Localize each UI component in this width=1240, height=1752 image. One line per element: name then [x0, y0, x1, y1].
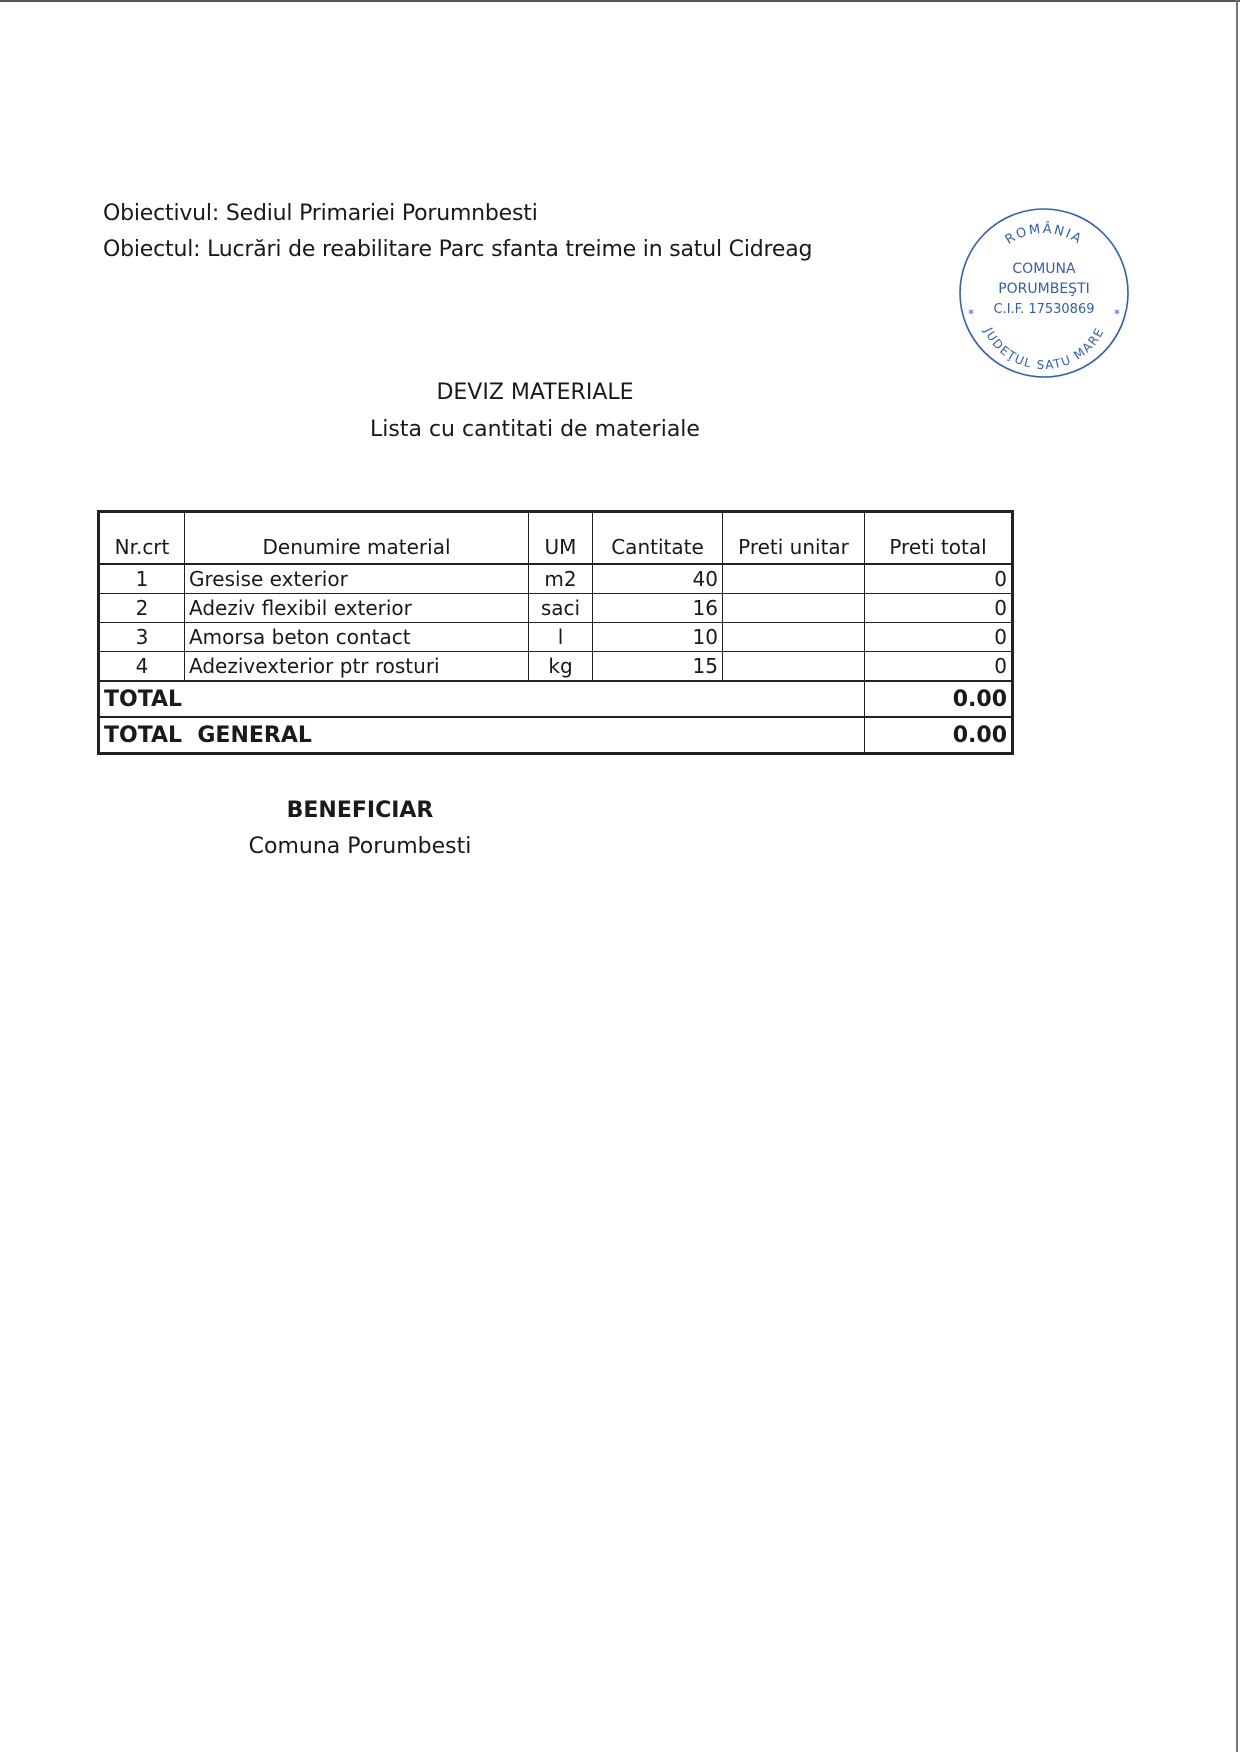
object-line: Obiectul: Lucrări de reabilitare Parc sfanta treime in satul Cidreag	[103, 237, 813, 262]
total-row	[99, 681, 1013, 717]
cell-denumire: Amorsa beton contact	[185, 623, 529, 652]
table-row	[99, 623, 1013, 652]
table-header-row	[99, 512, 1013, 565]
document-title: DEVIZ MATERIALE	[436, 380, 634, 405]
objective-line: Obiectivul: Sediul Primariei Porumnbesti	[103, 201, 538, 226]
document-subtitle: Lista cu cantitati de materiale	[370, 417, 700, 442]
stamp-star-left: *	[968, 307, 974, 321]
cell-pret-unitar	[723, 652, 865, 682]
beneficiary-name: Comuna Porumbesti	[248, 834, 472, 859]
total-general-row	[99, 717, 1013, 754]
column-header-cantitate: Cantitate	[593, 512, 723, 565]
cell-pret-total: 0	[865, 623, 1013, 652]
cell-cantitate: 15	[593, 652, 723, 682]
cell-denumire: Adezivexterior ptr rosturi	[185, 652, 529, 682]
cell-nr: 4	[99, 652, 185, 682]
column-header-denumire: Denumire material	[185, 512, 529, 565]
cell-um: m2	[529, 564, 593, 594]
cell-nr: 1	[99, 564, 185, 594]
cell-pret-unitar	[723, 594, 865, 623]
cell-cantitate: 40	[593, 564, 723, 594]
cell-pret-total: 0	[865, 594, 1013, 623]
stamp-line-1: COMUNA	[1012, 261, 1076, 277]
cell-pret-total: 0	[865, 652, 1013, 682]
materials-table	[97, 510, 1014, 755]
stamp-line-3: C.I.F. 17530869	[993, 302, 1095, 317]
beneficiary-label: BENEFICIAR	[286, 798, 434, 823]
column-header-um: UM	[529, 512, 593, 565]
cell-um: saci	[529, 594, 593, 623]
cell-pret-total: 0	[865, 564, 1013, 594]
cell-nr: 2	[99, 594, 185, 623]
stamp-line-2: PORUMBEŞTI	[998, 281, 1090, 297]
cell-pret-unitar	[723, 564, 865, 594]
total-value: 0.00	[865, 681, 1013, 717]
stamp-top-text: ROMÂNIA	[1002, 221, 1086, 248]
scan-edge-top	[0, 0, 1240, 2]
cell-cantitate: 16	[593, 594, 723, 623]
scan-edge-right	[1236, 0, 1238, 1752]
table-row	[99, 594, 1013, 623]
cell-denumire: Adeziv flexibil exterior	[185, 594, 529, 623]
cell-um: kg	[529, 652, 593, 682]
column-header-nr: Nr.crt	[99, 512, 185, 565]
cell-cantitate: 10	[593, 623, 723, 652]
table-row	[99, 652, 1013, 682]
column-header-pret-unitar: Preti unitar	[723, 512, 865, 565]
official-stamp	[956, 205, 1132, 381]
total-label: TOTAL	[99, 681, 865, 717]
stamp-bottom-text: JUDEŢUL SATU MARE	[981, 325, 1107, 373]
cell-denumire: Gresise exterior	[185, 564, 529, 594]
cell-pret-unitar	[723, 623, 865, 652]
stamp-star-right: *	[1114, 307, 1120, 321]
cell-nr: 3	[99, 623, 185, 652]
cell-um: l	[529, 623, 593, 652]
column-header-pret-total: Preti total	[865, 512, 1013, 565]
total-general-value: 0.00	[865, 717, 1013, 754]
svg-text:ROMÂNIA	[1003, 221, 1086, 248]
table-row	[99, 564, 1013, 594]
total-general-label: TOTAL GENERAL	[99, 717, 865, 754]
